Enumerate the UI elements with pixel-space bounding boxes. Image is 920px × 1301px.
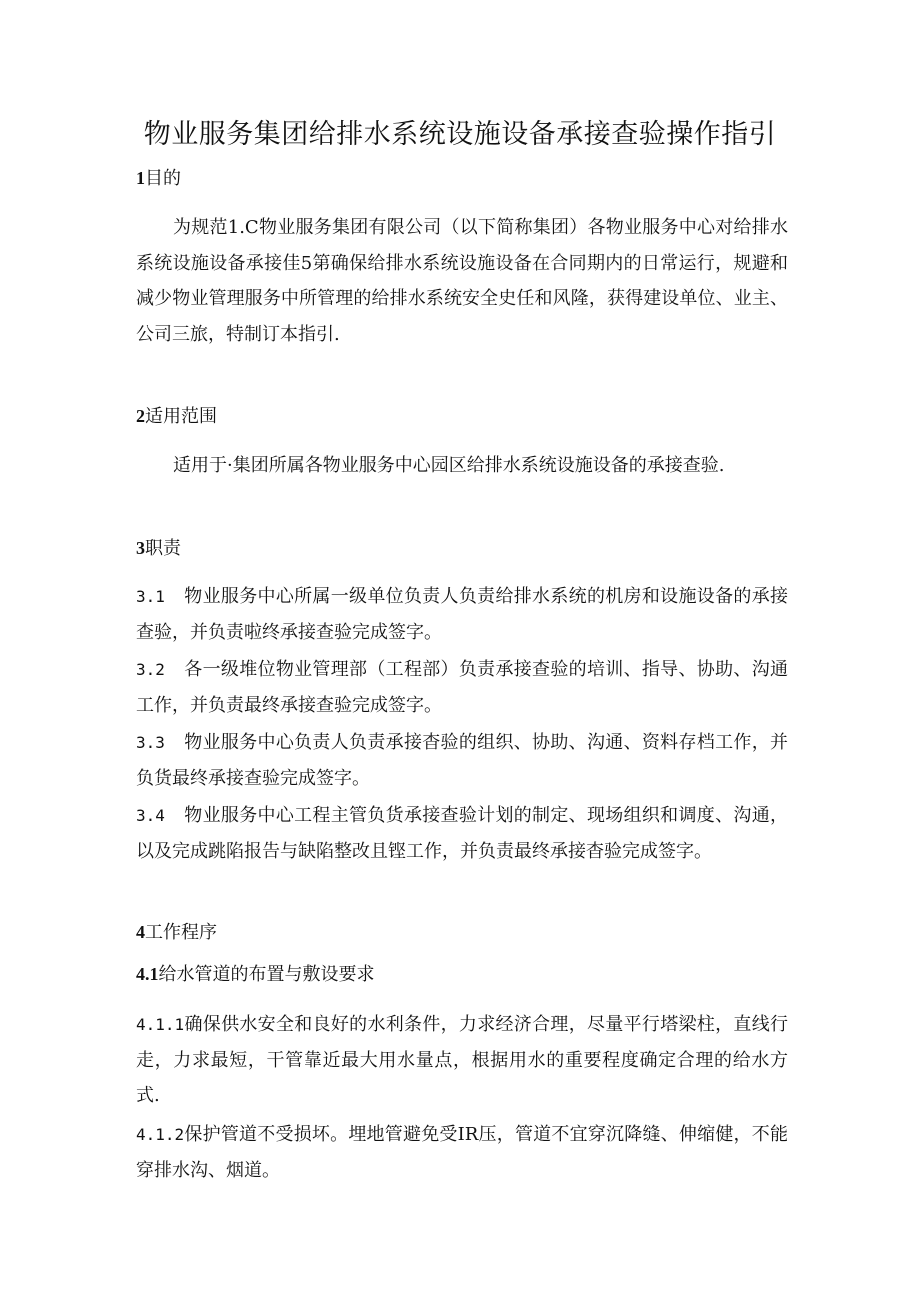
duty-item-number: 3.3 bbox=[136, 733, 165, 752]
procedure-item-number: 4.1.1 bbox=[136, 1015, 185, 1034]
procedure-item-text: 确保供水安全和良好的水利条件，力求经济合理，尽量平行塔梁柱，直线行走，力求最短，干管靠近最大用水量点，根据用水的重要程度确定合理的给水方式. bbox=[136, 1014, 788, 1106]
procedure-item-number: 4.1.2 bbox=[136, 1125, 185, 1144]
subsection-4-1-heading bbox=[136, 960, 375, 986]
section-2-label: 适用范围 bbox=[145, 406, 217, 427]
section-2-number: 2 bbox=[136, 406, 145, 426]
section-4-label: 工作程序 bbox=[145, 922, 217, 943]
duty-item-number: 3.1 bbox=[136, 587, 165, 606]
section-1-body: 为规范1.C物业服务集团有限公司（以下简称集团）各物业服务中心对给排水系统设施设备承接佳5第确保给排水系统设施设备在合同期内的日常运行，规避和减少物业管理服务中所管理的给排水系统安全史任和风隆，获得建设单位、业主、公司三旅，特制订本指引. bbox=[136, 217, 788, 345]
section-3-heading bbox=[136, 534, 181, 560]
duty-item-text: 物业服务中心负责人负责承接杳验的组织、协助、沟通、资料存档工作，并负货最终承接查验完成签字。 bbox=[136, 732, 788, 789]
procedure-item-4-1-2 bbox=[136, 1117, 788, 1188]
section-1-number: 1 bbox=[136, 168, 145, 188]
section-3-label: 职责 bbox=[145, 538, 181, 559]
section-4-heading bbox=[136, 918, 217, 944]
duty-item-3-2 bbox=[136, 652, 788, 723]
duty-item-number: 3.2 bbox=[136, 660, 165, 679]
section-4-number: 4 bbox=[136, 922, 145, 942]
section-1-label: 目的 bbox=[145, 168, 181, 189]
section-2-body: 适用于·集团所属各物业服务中心园区给排水系统设施设备的承接查验. bbox=[173, 455, 725, 476]
duty-item-text: 各一级堆位物业管理部（工程部）负责承接查验的培训、指导、协助、沟通工作，并负责最终承接查验完成签字。 bbox=[136, 659, 788, 716]
duty-item-3-4 bbox=[136, 798, 788, 869]
duty-item-3-1 bbox=[136, 579, 788, 650]
section-2-heading bbox=[136, 402, 217, 428]
document-title: 物业服务集团给排水系统设施设备承接查验操作指引 bbox=[143, 119, 777, 150]
duty-item-number: 3.4 bbox=[136, 806, 165, 825]
section-3-number: 3 bbox=[136, 538, 145, 558]
subsection-4-1-label: 给水管道的布置与敷设要求 bbox=[158, 964, 375, 985]
section-1-heading bbox=[136, 164, 181, 190]
procedure-item-text: 保护管道不受损坏。埋地管避免受IR压，管道不宜穿沉降缝、伸缩健，不能穿排水沟、烟道。 bbox=[136, 1124, 788, 1181]
duty-item-text: 物业服务中心工程主管负货承接查验计划的制定、现场组织和调度、沟通，以及完成跳陷报告与缺陷整改且铿工作，并负责最终承接杳验完成签字。 bbox=[136, 805, 788, 862]
duty-item-text: 物业服务中心所属一级单位负责人负责给排水系统的机房和设施设备的承接查验，并负责啦终承接查验完成签字。 bbox=[136, 586, 788, 643]
duty-item-3-3 bbox=[136, 725, 788, 796]
procedure-item-4-1-1 bbox=[136, 1007, 788, 1114]
subsection-4-1-number: 4.1 bbox=[136, 964, 159, 984]
